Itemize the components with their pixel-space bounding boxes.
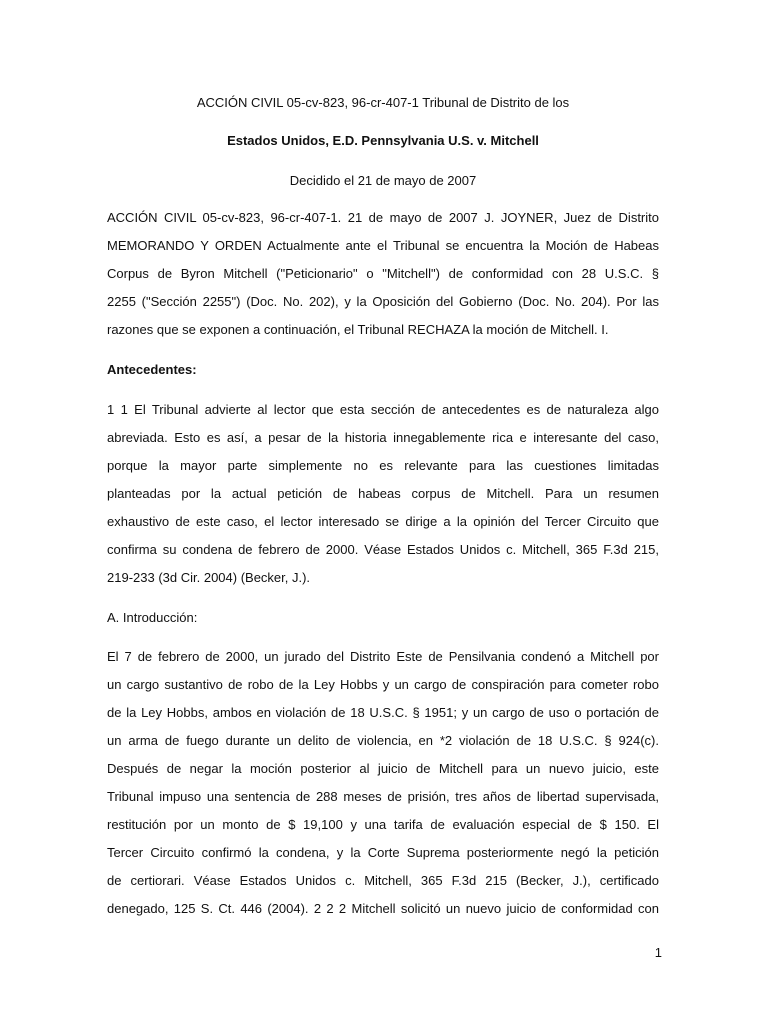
header-line-2: Estados Unidos, E.D. Pennsylvania U.S. v. Mitchell [227, 133, 539, 148]
introduccion-line: Tribunal impuso una sentencia de 288 meses de prisión, tres años de libertad supervisada, [107, 789, 659, 804]
section-heading-introduccion: A. Introducción: [107, 610, 198, 625]
antecedentes-line: planteadas por la actual petición de habeas corpus de Mitchell. Para un resumen [107, 486, 659, 501]
antecedentes-line: abreviada. Esto es así, a pesar de la historia innegablemente rica e interesante del caso, [107, 430, 659, 445]
introduccion-line: Tercer Circuito confirmó la condena, y la Corte Suprema posteriormente negó la petición [107, 845, 659, 860]
intro-line: ACCIÓN CIVIL 05-cv-823, 96-cr-407-1. 21 de mayo de 2007 J. JOYNER, Juez de Distrito [107, 210, 659, 225]
introduccion-line: restitución por un monto de $ 19,100 y una tarifa de evaluación especial de $ 150. El [107, 817, 659, 832]
antecedentes-line: exhaustivo de este caso, el lector interesado se dirige a la opinión del Tercer Circuito que [107, 514, 659, 529]
intro-line: razones que se exponen a continuación, el Tribunal RECHAZA la moción de Mitchell. I. [107, 322, 609, 337]
antecedentes-line: 1 1 El Tribunal advierte al lector que esta sección de antecedentes es de naturaleza algo [107, 402, 659, 417]
antecedentes-line: 219-233 (3d Cir. 2004) (Becker, J.). [107, 570, 311, 585]
intro-line: Corpus de Byron Mitchell ("Peticionario" o "Mitchell") de conformidad con 28 U.S.C. § [107, 266, 659, 281]
intro-line: 2255 ("Sección 2255") (Doc. No. 202), y la Oposición del Gobierno (Doc. No. 204). Por las [107, 294, 659, 309]
page-number: 1 [654, 945, 662, 960]
introduccion-line: denegado, 125 S. Ct. 446 (2004). 2 2 2 Mitchell solicitó un nuevo juicio de conformidad con [107, 901, 659, 916]
intro-line: MEMORANDO Y ORDEN Actualmente ante el Tribunal se encuentra la Moción de Habeas [107, 238, 659, 253]
section-heading-antecedentes: Antecedentes: [107, 362, 197, 377]
header-line-1: ACCIÓN CIVIL 05-cv-823, 96-cr-407-1 Tribunal de Distrito de los [196, 95, 570, 110]
introduccion-line: un cargo sustantivo de robo de la Ley Hobbs y un cargo de conspiración para cometer robo [107, 677, 659, 692]
introduccion-line: de la Ley Hobbs, ambos en violación de 18 U.S.C. § 1951; y un cargo de uso o portación de [107, 705, 659, 720]
introduccion-line: El 7 de febrero de 2000, un jurado del Distrito Este de Pensilvania condenó a Mitchell por [107, 649, 659, 664]
antecedentes-line: confirma su condena de febrero de 2000. Véase Estados Unidos c. Mitchell, 365 F.3d 215, [107, 542, 659, 557]
introduccion-line: de certiorari. Véase Estados Unidos c. Mitchell, 365 F.3d 215 (Becker, J.), certificado [107, 873, 659, 888]
introduccion-line: Después de negar la moción posterior al juicio de Mitchell para un nuevo juicio, este [107, 761, 659, 776]
header-line-3: Decidido el 21 de mayo de 2007 [289, 173, 477, 188]
antecedentes-line: porque la mayor parte simplemente no es relevante para las cuestiones limitadas [107, 458, 659, 473]
introduccion-line: un arma de fuego durante un delito de violencia, en *2 violación de 18 U.S.C. § 924(c). [107, 733, 659, 748]
